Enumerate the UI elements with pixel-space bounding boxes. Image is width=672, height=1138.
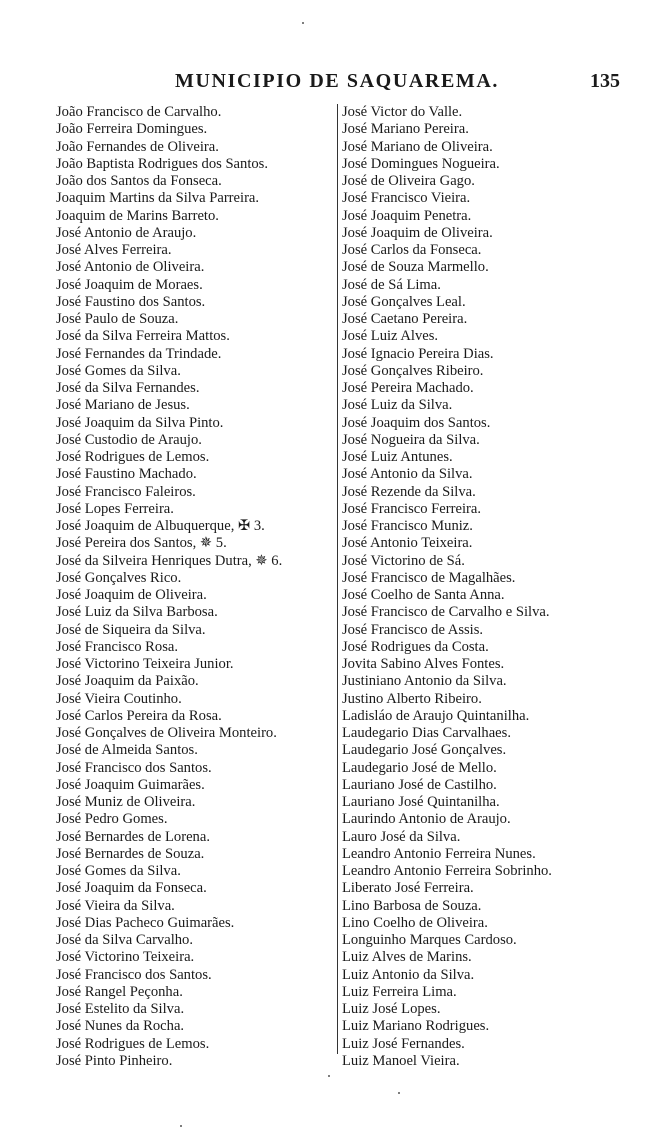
name-entry: José Luiz Alves. [342, 328, 439, 345]
name-entry: José Francisco de Assis. [342, 621, 484, 638]
name-entry: José Bernardes de Souza. [56, 845, 205, 862]
name-entry: José Nogueira da Silva. [342, 431, 480, 448]
name-entry: José Luiz da Silva. [342, 397, 453, 414]
name-entry: José Faustino Machado. [56, 466, 197, 483]
name-entry: José Gonçalves Ribeiro. [342, 362, 484, 379]
name-entry: José Joaquim de Albuquerque, ✠ 3. [56, 518, 265, 534]
name-entry: Lauro José da Silva. [342, 828, 461, 845]
name-entry: Luiz Mariano Rodrigues. [342, 1018, 490, 1035]
name-entry: José da Silva Fernandes. [56, 380, 200, 396]
name-entry: José Rangel Peçonha. [56, 983, 183, 1000]
name-entry: José Mariano de Jesus. [56, 397, 190, 414]
name-entry: Justino Alberto Ribeiro. [342, 690, 482, 707]
name-entry: Leandro Antonio Ferreira Sobrinho. [342, 863, 552, 879]
name-entry: João dos Santos da Fonseca. [56, 173, 222, 189]
name-entry: Longuinho Marques Cardoso. [342, 932, 517, 948]
name-entry: José Gomes da Silva. [56, 863, 181, 879]
name-entry: Joaquim de Marins Barreto. [56, 207, 219, 224]
name-entry: Laudegario Dias Carvalhaes. [342, 725, 511, 741]
left-name-column [56, 104, 336, 1070]
name-entry: Luiz José Fernandes. [342, 1035, 465, 1052]
name-entry: José Joaquim de Oliveira. [342, 224, 493, 241]
name-entry: José Rodrigues de Lemos. [56, 1035, 210, 1052]
name-entry: José Joaquim da Fonseca. [56, 880, 207, 897]
name-entry: José Joaquim Penetra. [342, 207, 472, 224]
name-entry: José Alves Ferreira. [56, 242, 172, 258]
name-entry: José Pinto Pinheiro. [56, 1052, 173, 1069]
name-entry: José da Silva Carvalho. [56, 932, 193, 948]
right-name-column [342, 104, 612, 1070]
page-title: MUNICIPIO DE SAQUAREMA. [175, 70, 500, 92]
name-entry: Luiz Antonio da Silva. [342, 966, 475, 983]
name-entry: José Faustino dos Santos. [56, 293, 206, 310]
name-entry: José Rodrigues de Lemos. [56, 449, 210, 465]
print-speck [180, 1125, 182, 1127]
name-entry: Laudegario José de Mello. [342, 759, 497, 776]
name-entry: Ladisláo de Araujo Quintanilha. [342, 707, 530, 724]
name-entry: João Baptista Rodrigues dos Santos. [56, 155, 269, 172]
name-entry: José Fernandes da Trindade. [56, 345, 222, 362]
name-entry: José Vieira da Silva. [56, 897, 175, 914]
name-entry: Luiz Manoel Vieira. [342, 1052, 460, 1069]
name-entry: José Francisco Rosa. [56, 638, 179, 655]
name-entry: José da Silva Ferreira Mattos. [56, 328, 230, 345]
name-entry: José Rezende da Silva. [342, 483, 476, 500]
name-entry: Lauriano José de Castilho. [342, 776, 497, 793]
name-entry: Luiz Ferreira Lima. [342, 983, 457, 1000]
name-entry: José Caetano Pereira. [342, 311, 468, 327]
name-entry: Justiniano Antonio da Silva. [342, 673, 507, 690]
name-entry: José Carlos Pereira da Rosa. [56, 707, 222, 724]
name-entry: João Ferreira Domingues. [56, 121, 208, 138]
name-entry: José de Almeida Santos. [56, 742, 198, 759]
name-entry: Lino Barbosa de Souza. [342, 897, 482, 914]
name-entry: José Pedro Gomes. [56, 811, 168, 828]
name-entry: José Estelito da Silva. [56, 1001, 185, 1017]
name-entry: José Joaquim da Paixão. [56, 673, 199, 690]
name-entry: José Francisco de Carvalho e Silva. [342, 604, 550, 621]
print-speck [398, 1092, 400, 1094]
name-entry: José Rodrigues da Costa. [342, 638, 489, 655]
page-header [0, 70, 672, 100]
name-entry: José Gonçalves Leal. [342, 293, 466, 310]
name-entry: José Luiz da Silva Barbosa. [56, 604, 218, 621]
name-entry: José Lopes Ferreira. [56, 500, 174, 517]
name-entry: José Francisco Ferreira. [342, 500, 481, 517]
name-entry: Laudegario José Gonçalves. [342, 742, 507, 759]
name-entry: José de Oliveira Gago. [342, 173, 475, 189]
name-entry: José Gomes da Silva. [56, 362, 181, 379]
name-entry: José Ignacio Pereira Dias. [342, 345, 494, 362]
name-entry: José Antonio de Oliveira. [56, 259, 205, 276]
name-entry: Jovita Sabino Alves Fontes. [342, 656, 505, 672]
name-entry: José da Silveira Henriques Dutra, ✵ 6. [56, 552, 283, 569]
name-entry: José Francisco dos Santos. [56, 966, 212, 983]
name-entry: José Victor do Valle. [342, 104, 463, 120]
name-entry: José Muniz de Oliveira. [56, 794, 196, 810]
name-entry: José Gonçalves Rico. [56, 569, 182, 586]
name-entry: José Paulo de Souza. [56, 311, 179, 327]
name-entry: José Victorino Teixeira. [56, 949, 195, 966]
name-entry: Laurindo Antonio de Araujo. [342, 811, 511, 828]
name-entry: José de Souza Marmello. [342, 259, 489, 276]
name-entry: José Antonio Teixeira. [342, 535, 473, 552]
page-number: 135 [590, 70, 620, 92]
print-speck [302, 22, 304, 24]
name-entry: José de Sá Lima. [342, 276, 441, 293]
name-entry: Leandro Antonio Ferreira Nunes. [342, 845, 536, 862]
name-entry: José Mariano de Oliveira. [342, 138, 493, 155]
column-divider [337, 104, 338, 1054]
name-entry: José Joaquim dos Santos. [342, 414, 491, 431]
name-entry: Lauriano José Quintanilha. [342, 794, 500, 810]
name-entry: José Francisco Vieira. [342, 190, 471, 207]
print-speck [328, 1075, 330, 1077]
name-entry: José Francisco dos Santos. [56, 759, 212, 776]
name-entry: José Victorino Teixeira Junior. [56, 656, 234, 672]
name-entry: José Antonio de Araujo. [56, 224, 197, 241]
name-entry: José Carlos da Fonseca. [342, 242, 482, 258]
name-entry: João Fernandes de Oliveira. [56, 138, 219, 155]
name-entry: José Luiz Antunes. [342, 449, 453, 465]
name-entry: José Custodio de Araujo. [56, 431, 202, 448]
name-entry: José Pereira dos Santos, ✵ 5. [56, 535, 227, 552]
name-entry: Joaquim Martins da Silva Parreira. [56, 190, 260, 207]
name-entry: Lino Coelho de Oliveira. [342, 914, 488, 931]
name-entry: José Joaquim de Moraes. [56, 276, 203, 293]
name-entry: Luiz José Lopes. [342, 1001, 441, 1017]
name-entry: José Francisco de Magalhães. [342, 569, 516, 586]
name-entry: Liberato José Ferreira. [342, 880, 474, 897]
name-entry: José Victorino de Sá. [342, 552, 465, 569]
name-entry: Luiz Alves de Marins. [342, 949, 472, 966]
name-entry: José Dias Pacheco Guimarães. [56, 914, 235, 931]
name-entry: José Antonio da Silva. [342, 466, 473, 483]
name-entry: José Vieira Coutinho. [56, 690, 182, 707]
name-entry: José Nunes da Rocha. [56, 1018, 185, 1035]
name-entry: José Gonçalves de Oliveira Monteiro. [56, 725, 277, 741]
name-entry: João Francisco de Carvalho. [56, 104, 222, 120]
name-entry: José de Siqueira da Silva. [56, 621, 206, 638]
name-entry: José Joaquim de Oliveira. [56, 587, 207, 603]
name-entry: José Bernardes de Lorena. [56, 828, 210, 845]
name-entry: José Joaquim da Silva Pinto. [56, 414, 224, 431]
name-entry: José Pereira Machado. [342, 380, 474, 396]
name-entry: José Francisco Faleiros. [56, 483, 196, 500]
name-entry: José Domingues Nogueira. [342, 155, 500, 172]
name-entry: José Mariano Pereira. [342, 121, 469, 138]
name-entry: José Coelho de Santa Anna. [342, 587, 505, 603]
name-entry: José Joaquim Guimarães. [56, 776, 205, 793]
name-entry: José Francisco Muniz. [342, 518, 473, 534]
